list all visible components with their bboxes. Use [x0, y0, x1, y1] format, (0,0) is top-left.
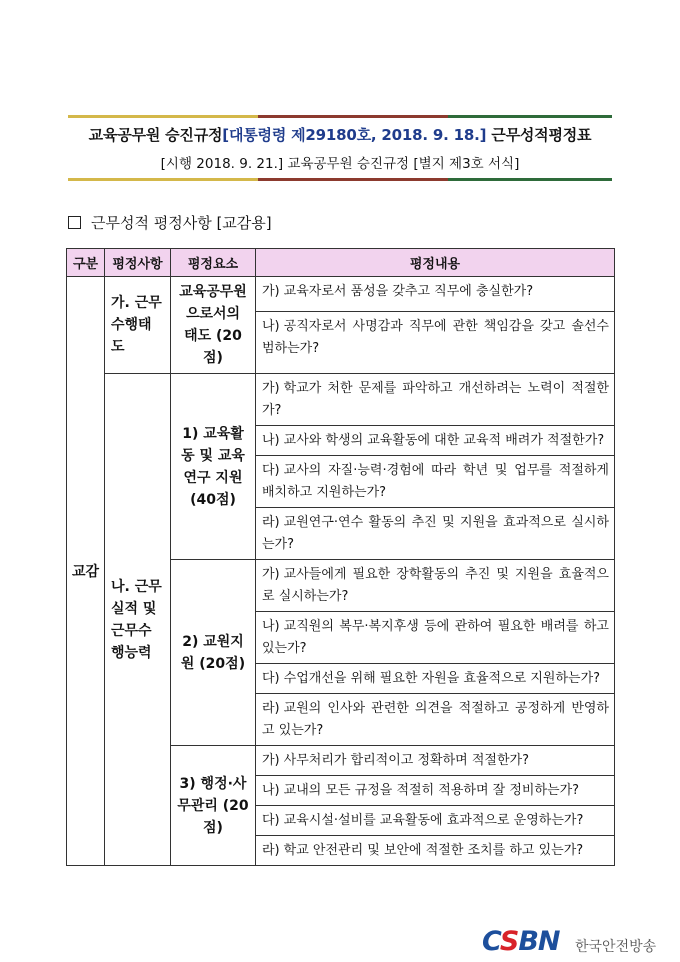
item-marker: 라)	[262, 515, 280, 530]
header-naeyong: 평정내용	[256, 249, 615, 277]
title-text-end: 근무성적평정표	[486, 126, 592, 144]
item-marker: 가)	[262, 381, 280, 396]
header-yoso: 평정요소	[171, 249, 256, 277]
item-marker: 나)	[262, 783, 280, 798]
content-cell	[256, 508, 615, 560]
bar-segment	[258, 115, 448, 118]
item-text: 교원연구·연수 활동의 추진 및 지원을 효과적으로 실시하는가?	[262, 515, 609, 552]
document-title	[68, 124, 612, 145]
title-bottom-bar	[68, 178, 612, 181]
broadcaster-name: 한국안전방송	[575, 939, 657, 955]
bar-segment	[68, 115, 258, 118]
item-text: 교육자로서 품성을 갖추고 직무에 충실한가?	[283, 284, 534, 299]
yoso-cell: 2) 교원지원 (20점)	[171, 560, 256, 746]
header-gubun: 구분	[67, 249, 105, 277]
item-text: 교사들에게 필요한 장학활동의 추진 및 지원을 효율적으로 실시하는가?	[262, 567, 609, 604]
table-row	[67, 374, 615, 426]
title-text: 교육공무원 승진규정	[88, 126, 223, 144]
item-marker: 가)	[262, 567, 280, 582]
bar-segment	[448, 178, 612, 181]
item-marker: 다)	[262, 813, 280, 828]
content-cell	[256, 560, 615, 612]
sahang-cell: 나. 근무실적 및 근무수행능력	[105, 374, 171, 866]
table-row	[67, 277, 615, 312]
bar-segment	[68, 178, 258, 181]
content-cell	[256, 776, 615, 806]
item-marker: 가)	[262, 753, 280, 768]
content-cell	[256, 312, 615, 374]
gubun-cell: 교감	[67, 277, 105, 866]
yoso-cell: 3) 행정·사무관리 (20점)	[171, 746, 256, 866]
document-subtitle: [시행 2018. 9. 21.] 교육공무원 승진규정 [별지 제3호 서식]	[160, 156, 520, 172]
bar-segment	[448, 115, 612, 118]
item-text: 교육시설·설비를 교육활동에 효과적으로 운영하는가?	[283, 813, 584, 828]
item-text: 교직원의 복무·복지후생 등에 관하여 필요한 배려를 하고 있는가?	[262, 619, 609, 656]
content-cell	[256, 612, 615, 664]
item-marker: 나)	[262, 319, 280, 335]
csbn-logo-mark: CSBN	[482, 926, 560, 957]
table-header-row	[67, 249, 615, 277]
item-text: 학교 안전관리 및 보안에 적절한 조치를 하고 있는가?	[283, 843, 584, 858]
item-marker: 라)	[262, 843, 280, 858]
header-sahang: 평정사항	[105, 249, 171, 277]
item-marker: 가)	[262, 284, 280, 299]
item-marker: 나)	[262, 619, 280, 634]
item-text: 교내의 모든 규정을 적절히 적용하며 잘 정비하는가?	[283, 783, 580, 798]
item-marker: 다)	[262, 671, 280, 686]
content-cell	[256, 694, 615, 746]
checkbox-square-icon	[68, 216, 81, 229]
item-text: 공직자로서 사명감과 직무에 관한 책임감을 갖고 솔선수범하는가?	[262, 319, 609, 357]
content-cell	[256, 456, 615, 508]
content-cell	[256, 426, 615, 456]
yoso-cell: 1) 교육활동 및 교육연구 지원 (40점)	[171, 374, 256, 560]
content-cell	[256, 836, 615, 866]
item-marker: 라)	[262, 701, 280, 716]
content-cell	[256, 374, 615, 426]
document-title-box	[68, 115, 612, 181]
item-text: 교원의 인사와 관련한 의견을 적절하고 공정하게 반영하고 있는가?	[262, 701, 609, 738]
content-cell	[256, 277, 615, 312]
item-marker: 다)	[262, 463, 280, 478]
section-title: 근무성적 평정사항 [교감용]	[91, 214, 272, 232]
sahang-cell: 가. 근무수행태도	[105, 277, 171, 374]
title-top-bar	[68, 115, 612, 118]
title-law-number: [대통령령 제29180호, 2018. 9. 18.]	[222, 126, 487, 144]
yoso-cell: 교육공무원으로서의 태도 (20점)	[171, 277, 256, 374]
item-text: 교사와 학생의 교육활동에 대한 교육적 배려가 적절한가?	[283, 433, 605, 448]
item-text: 학교가 처한 문제를 파악하고 개선하려는 노력이 적절한가?	[262, 381, 609, 418]
bar-segment	[258, 178, 448, 181]
content-cell	[256, 806, 615, 836]
item-text: 사무처리가 합리적이고 정확하며 적절한가?	[283, 753, 529, 768]
content-cell	[256, 746, 615, 776]
item-text: 수업개선을 위해 필요한 자원을 효율적으로 지원하는가?	[283, 671, 601, 686]
broadcaster-logo	[482, 922, 680, 962]
content-cell	[256, 664, 615, 694]
item-marker: 나)	[262, 433, 280, 448]
item-text: 교사의 자질·능력·경험에 따라 학년 및 업무를 적절하게 배치하고 지원하는가?	[262, 463, 609, 500]
section-heading	[68, 212, 272, 233]
evaluation-table	[66, 248, 615, 866]
